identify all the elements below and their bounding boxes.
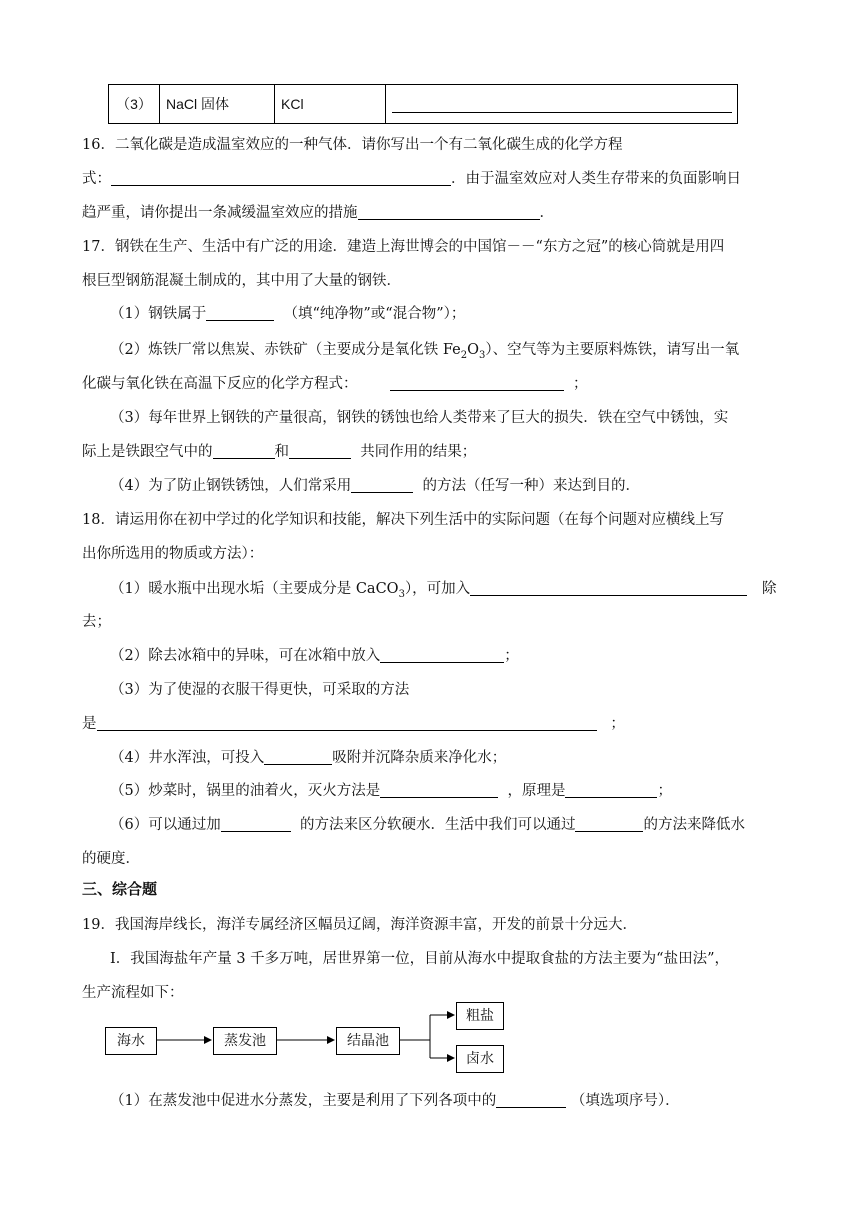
q18-text: （2）除去冰箱中的异味，可在冰箱中放入 bbox=[110, 648, 381, 664]
q17-line2: 根巨型钢筋混凝土制成的，其中用了大量的钢铁． bbox=[82, 273, 401, 289]
q19-subq1 bbox=[110, 1089, 680, 1110]
q17-text: 化碳与氧化铁在高温下反应的化学方程式： bbox=[82, 376, 358, 392]
q17-text: ； bbox=[572, 376, 588, 392]
q19-line1: 19．我国海岸线长，海洋专属经济区幅员辽阔，海洋资源丰富，开发的前景十分远大． bbox=[82, 917, 637, 933]
q18-part3: （3）为了使湿的衣服干得更快，可采取的方法 bbox=[110, 682, 410, 698]
q18-text: （1）暖水瓶中出现水垢（主要成分是 CaCO bbox=[110, 581, 399, 597]
section-heading: 三、综合题 bbox=[82, 880, 158, 898]
q17-text: 的方法（任写一种）来达到目的． bbox=[422, 478, 640, 494]
flow-box-evaporation: 蒸发池 bbox=[213, 1027, 277, 1055]
q17-text: ）、空气等为主要原料炼铁，请写出一氧 bbox=[485, 342, 740, 358]
q17-line1: 17．钢铁在生产、生活中有广泛的用途．建造上海世博会的中国馆－－“东方之冠”的核心筒就是用四 bbox=[82, 239, 725, 255]
q19-text: （填选项序号）． bbox=[570, 1093, 680, 1109]
flow-box-brine: 卤水 bbox=[456, 1045, 504, 1073]
q18-part1-tail: 除 bbox=[762, 581, 777, 597]
q18-text: ； bbox=[610, 716, 625, 732]
q18-text: （5）炒菜时，锅里的油着火，灭火方法是 bbox=[110, 783, 381, 799]
q17-text: （4）为了防止钢铁锈蚀，人们常采用 bbox=[110, 478, 352, 494]
q17-text: （填“纯净物”或“混合物”）； bbox=[283, 306, 466, 322]
flow-box-crude-salt: 粗盐 bbox=[456, 1002, 504, 1030]
q17-text: 际上是铁跟空气中的 bbox=[82, 444, 213, 460]
q17-part3: （3）每年世界上钢铁的产量很高，钢铁的锈蚀也给人类带来了巨大的损失．铁在空气中锈蚀，实 bbox=[110, 410, 729, 426]
q18-part1-cont: 去； bbox=[82, 614, 111, 630]
q18-line1: 18．请运用你在初中学过的化学知识和技能，解决下列生活中的实际问题（在每个问题对应横线上写 bbox=[82, 512, 724, 528]
row-number: （3） bbox=[109, 85, 160, 124]
q16-text: 趋严重，请你提出一条减缓温室效应的措施 bbox=[82, 205, 358, 221]
q16-text: ． bbox=[539, 205, 554, 221]
q18-text: 的方法来降低水 bbox=[643, 817, 745, 833]
q19-text: （1）在蒸发池中促进水分蒸发，主要是利用了下列各项中的 bbox=[110, 1093, 497, 1109]
q19-part1: I．我国海盐年产量 3 千多万吨，居世界第一位，目前从海水中提取食盐的方法主要为“盐田法”， bbox=[110, 951, 729, 967]
q18-text: （4）井水浑浊，可投入 bbox=[110, 750, 265, 766]
q19-blank-1[interactable] bbox=[496, 1091, 566, 1108]
q16-text: 式： bbox=[82, 171, 111, 187]
q18-part6-cont: 的硬度． bbox=[82, 851, 140, 867]
q16-line1: 16．二氧化碳是造成温室效应的一种气体．请你写出一个有二氧化碳生成的化学方程 bbox=[82, 137, 623, 153]
q18-text: （6）可以通过加 bbox=[110, 817, 221, 833]
substance-cell: NaCl 固体 bbox=[160, 85, 275, 124]
q18-line2: 出你所选用的物质或方法）： bbox=[82, 546, 264, 562]
subscript: 3 bbox=[398, 588, 405, 600]
q17-text: 和 bbox=[274, 444, 289, 460]
q17-text: （2）炼铁厂常以焦炭、赤铁矿（主要成分是氧化铁 Fe bbox=[110, 342, 461, 358]
q16-text: ．由于温室效应对人类生存带来的负面影响日 bbox=[451, 171, 741, 187]
q18-text: ，原理是 bbox=[507, 783, 566, 799]
impurity-cell: KCl bbox=[275, 85, 386, 124]
q17-text: （1）钢铁属于 bbox=[110, 306, 207, 322]
flow-box-seawater: 海水 bbox=[105, 1027, 157, 1055]
flow-box-crystallization: 结晶池 bbox=[336, 1027, 400, 1055]
q17-text: 共同作用的结果； bbox=[360, 444, 477, 460]
subscript: 3 bbox=[478, 349, 486, 361]
q19-part1-cont: 生产流程如下： bbox=[82, 985, 184, 1001]
q18-text: ； bbox=[504, 648, 519, 664]
q17-text: O bbox=[467, 342, 479, 358]
q18-text: ），可加入 bbox=[404, 581, 471, 597]
q18-text: 吸附并沉降杂质来净化水； bbox=[332, 750, 507, 766]
q18-text: 的方法来区分软硬水．生活中我们可以通过 bbox=[299, 817, 576, 833]
q18-text: 是 bbox=[82, 716, 97, 732]
q18-text: ； bbox=[657, 783, 672, 799]
subscript: 2 bbox=[460, 349, 468, 361]
